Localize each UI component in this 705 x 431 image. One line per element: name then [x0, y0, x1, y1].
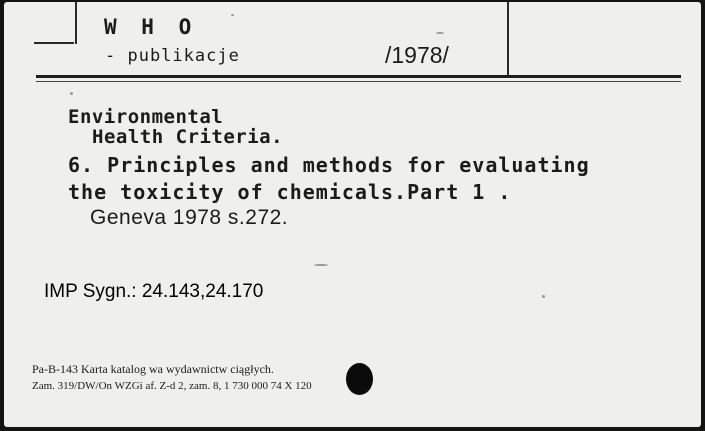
entry-line-3: 6. Principles and methods for evaluating: [68, 153, 590, 177]
footer-line-2: Zam. 319/DW/On WZGi af. Z-d 2, zam. 8, 1 730 000 74 X 120: [32, 380, 312, 392]
header-left-divider: [75, 2, 77, 44]
ink-speck: [314, 264, 328, 266]
publication-year: /1978/: [385, 42, 449, 68]
catalog-card: [4, 2, 701, 427]
ink-speck: [231, 14, 234, 16]
ink-speck: [436, 32, 444, 34]
header-rule-thick: [36, 75, 681, 78]
ink-speck: [70, 92, 73, 95]
header-left-rule: [34, 42, 74, 44]
header-rule-thin: [36, 81, 681, 82]
organization-name: W H O: [104, 15, 198, 39]
call-number: IMP Sygn.: 24.143,24.170: [44, 281, 264, 302]
entry-line-1: Environmental: [68, 106, 224, 128]
ink-speck: [542, 295, 545, 298]
series-label: - publikacje: [105, 46, 240, 66]
entry-line-4: the toxicity of chemicals.Part 1 .: [68, 180, 512, 204]
entry-line-2: Health Criteria.: [92, 126, 284, 148]
footer-line-1: Pa-B-143 Karta katalog wa wydawnictw ciągłych.: [32, 362, 274, 376]
header-right-divider: [507, 2, 509, 76]
entry-line-5: Geneva 1978 s.272.: [90, 206, 289, 229]
punch-hole: [346, 363, 373, 395]
